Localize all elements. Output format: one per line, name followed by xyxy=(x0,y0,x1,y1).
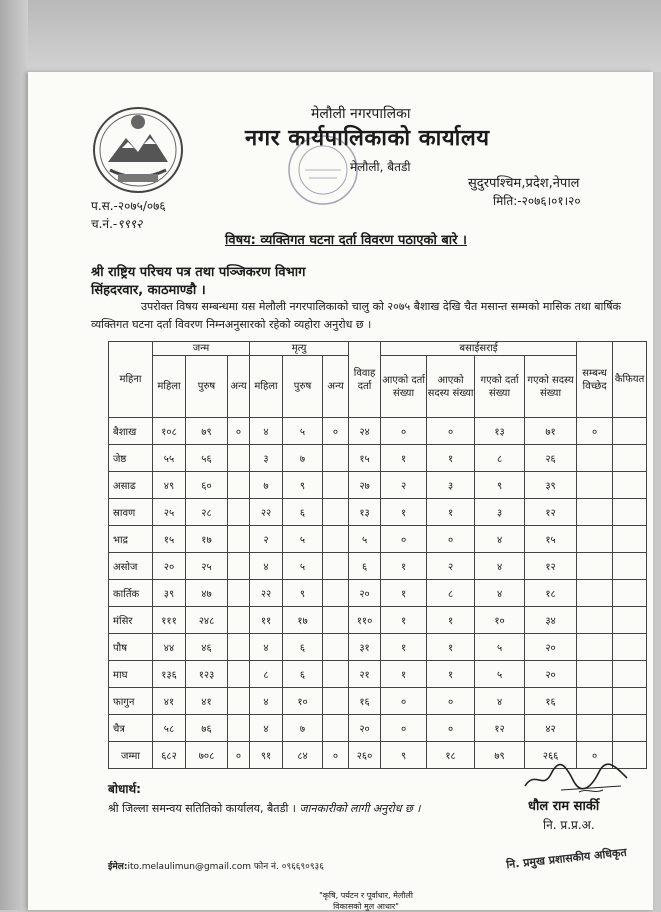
header-birth-female: महिला xyxy=(153,356,186,418)
cell-birth-other xyxy=(228,499,250,526)
cell-death-male: ६ xyxy=(283,634,323,661)
cell-in-members: १ xyxy=(427,634,475,661)
cell-birth-male: २५ xyxy=(186,553,228,580)
cell-in-registrations: १ xyxy=(381,445,427,472)
cell-birth-other xyxy=(228,445,250,472)
table-row xyxy=(109,634,647,661)
cell-death-male: ९ xyxy=(283,580,323,607)
cell-birth-other xyxy=(228,715,250,742)
cell-in-registrations: ० xyxy=(381,715,427,742)
signer-name: धौल राम सार्की xyxy=(528,799,600,814)
cell-in-registrations: १ xyxy=(381,634,427,661)
cell-month: असोज xyxy=(109,553,153,580)
cell-death-other xyxy=(323,688,349,715)
table-row xyxy=(109,661,647,688)
cell-birth-female: ५५ xyxy=(153,445,186,472)
cell-out-members: २६ xyxy=(525,445,577,472)
total-in-members: १८ xyxy=(427,742,475,769)
cell-birth-other xyxy=(228,553,250,580)
cell-death-other xyxy=(323,526,349,553)
cell-remarks xyxy=(613,445,647,472)
cell-month: बैशाख xyxy=(109,418,153,445)
cell-death-other xyxy=(323,499,349,526)
cell-divorce: ० xyxy=(577,418,613,445)
reference-number: प.स.-२०७५/०७६ xyxy=(91,199,166,213)
header-death-male: पुरुष xyxy=(283,356,323,418)
cell-remarks xyxy=(613,688,647,715)
cell-death-other xyxy=(323,715,349,742)
cell-birth-male: ६० xyxy=(186,472,228,499)
cell-death-female: ४ xyxy=(250,553,283,580)
table-row xyxy=(109,472,647,499)
cell-in-members: १ xyxy=(427,661,475,688)
cell-death-other xyxy=(323,472,349,499)
cell-remarks xyxy=(613,553,647,580)
cell-out-members: १२ xyxy=(525,553,577,580)
cell-death-other xyxy=(323,634,349,661)
cell-birth-female: १५ xyxy=(153,526,186,553)
cell-birth-male: ४१ xyxy=(186,688,228,715)
cell-in-members: १ xyxy=(427,499,475,526)
cell-out-members: १५ xyxy=(525,526,577,553)
cell-out-registrations: ५ xyxy=(475,634,525,661)
table-row xyxy=(109,580,647,607)
cell-birth-other xyxy=(228,607,250,634)
cell-death-female: ८ xyxy=(250,661,283,688)
cell-birth-female: ४१ xyxy=(153,688,186,715)
cell-month: कार्तिक xyxy=(109,580,153,607)
cell-divorce xyxy=(577,553,613,580)
cell-out-registrations: ३ xyxy=(475,499,525,526)
header-marriage: विवाह दर्ता xyxy=(349,342,381,418)
cell-in-members: २ xyxy=(427,553,475,580)
cell-birth-other xyxy=(228,580,250,607)
cell-death-male: ७ xyxy=(283,445,323,472)
footer-contact xyxy=(108,859,324,872)
total-birth-other: ० xyxy=(228,742,250,769)
table-row xyxy=(109,553,647,580)
cell-birth-male: ४६ xyxy=(186,634,228,661)
letter-sheet xyxy=(28,72,653,910)
cell-in-registrations: १ xyxy=(381,607,427,634)
cell-birth-male: २८ xyxy=(186,499,228,526)
cell-in-registrations: ० xyxy=(381,526,427,553)
cell-marriage: १३ xyxy=(349,499,381,526)
cell-out-registrations: ४ xyxy=(475,688,525,715)
cell-out-members: १२ xyxy=(525,499,577,526)
cell-birth-other xyxy=(228,634,250,661)
cell-divorce xyxy=(577,607,613,634)
letter-date: मिति:-२०७६।०१।२० xyxy=(493,194,581,208)
cell-death-male: १० xyxy=(283,688,323,715)
cell-remarks xyxy=(613,526,647,553)
cell-month: फागुन xyxy=(109,688,153,715)
cell-birth-female: ५८ xyxy=(153,715,186,742)
cc-note: जानकारीको लागी अनुरोध छ । xyxy=(299,802,421,815)
municipality-name: मेलौली नगरपालिका xyxy=(311,106,411,122)
cell-in-members: ० xyxy=(427,715,475,742)
cc-text xyxy=(108,799,488,819)
cell-out-members: २० xyxy=(525,634,577,661)
cell-birth-other xyxy=(228,526,250,553)
cell-in-members: ३ xyxy=(427,472,475,499)
cell-birth-male: १७ xyxy=(186,526,228,553)
addressee-line-2: सिंहदरवार, काठमाण्डौ । xyxy=(91,283,206,298)
cell-in-members: ० xyxy=(427,418,475,445)
table-row xyxy=(109,607,647,634)
header-out-members: गएको सदस्य संख्या xyxy=(525,356,577,418)
cell-marriage: २७ xyxy=(349,472,381,499)
cell-death-female: ४ xyxy=(250,418,283,445)
cell-death-male: ९ xyxy=(283,472,323,499)
cell-month: असाढ xyxy=(109,472,153,499)
cell-death-female: ११ xyxy=(250,607,283,634)
cell-remarks xyxy=(613,634,647,661)
cell-in-members: ० xyxy=(427,688,475,715)
header-month: महिना xyxy=(109,342,153,418)
cell-divorce xyxy=(577,688,613,715)
cell-birth-male: ७६ xyxy=(186,715,228,742)
cell-divorce xyxy=(577,661,613,688)
scan-background-left xyxy=(0,0,28,910)
phone-number: फोन नं. ०९६६९०९३६ xyxy=(253,862,324,872)
signer-designation-stamp: नि. प्रमुख प्रशासकीय अधिकृत xyxy=(505,845,628,872)
total-birth-male: ७०८ xyxy=(186,742,228,769)
cell-death-other xyxy=(323,445,349,472)
cell-out-members: १६ xyxy=(525,688,577,715)
cell-out-members: १८ xyxy=(525,580,577,607)
table-row xyxy=(109,499,647,526)
total-death-male: ८४ xyxy=(283,742,323,769)
province-name: सुदुरपश्चिम,प्रदेश,नेपाल xyxy=(468,176,580,191)
cell-in-members: ८ xyxy=(427,580,475,607)
cell-birth-male: १२३ xyxy=(186,661,228,688)
cell-out-members: २० xyxy=(525,661,577,688)
cell-death-male: १७ xyxy=(283,607,323,634)
cell-in-registrations: १ xyxy=(381,499,427,526)
cell-death-female: २२ xyxy=(250,580,283,607)
cc-recipient: श्री जिल्ला समन्वय सतितिको कार्यालय, बैतडी । xyxy=(108,802,296,815)
cell-divorce xyxy=(577,634,613,661)
cell-death-female: ४ xyxy=(250,688,283,715)
handwritten-signature xyxy=(521,760,631,796)
table-row xyxy=(109,445,647,472)
total-out-registrations: ७९ xyxy=(475,742,525,769)
cell-month: चैत्र xyxy=(109,715,153,742)
office-title: नगर कार्यपालिकाको कार्यालय xyxy=(245,126,490,151)
cell-marriage: २१ xyxy=(349,661,381,688)
cell-remarks xyxy=(613,661,647,688)
cell-death-other: ० xyxy=(323,418,349,445)
cell-in-members: १ xyxy=(427,607,475,634)
cell-birth-female: २० xyxy=(153,553,186,580)
cell-in-registrations: १ xyxy=(381,661,427,688)
cell-out-members: ४२ xyxy=(525,715,577,742)
cell-death-female: २२ xyxy=(250,499,283,526)
table-body xyxy=(109,418,647,742)
cell-month: स्रावण xyxy=(109,499,153,526)
cell-out-registrations: ८ xyxy=(475,445,525,472)
table-row xyxy=(109,715,647,742)
cell-remarks xyxy=(613,607,647,634)
cell-death-female: ३ xyxy=(250,445,283,472)
cell-birth-female: २५ xyxy=(153,499,186,526)
cell-death-female: ४ xyxy=(250,634,283,661)
cell-month: भाद्र xyxy=(109,526,153,553)
cell-in-registrations: ० xyxy=(381,688,427,715)
header-death-female: महिला xyxy=(250,356,283,418)
dispatch-number xyxy=(91,215,142,232)
cell-divorce xyxy=(577,580,613,607)
cell-birth-other xyxy=(228,661,250,688)
cell-out-registrations: १२ xyxy=(475,715,525,742)
letter-body: उपरोक्त विषय सम्बन्धमा यस मेलौली नगरपालिकाको चालु को २०७५ बैशाख देखि चैत मसान्त सम्मको मासिक तथा बार्षिक व्यक्तिगत घटना दर्ता विवरण निम्नअनुसारको रहेको व्यहोरा अनुरोध छ । xyxy=(91,300,622,331)
header-divorce: सम्बन्ध विच्छेद xyxy=(577,342,613,418)
vital-events-table xyxy=(108,341,647,769)
cell-marriage: १५ xyxy=(349,445,381,472)
cell-death-other xyxy=(323,661,349,688)
cell-marriage: २० xyxy=(349,715,381,742)
total-death-female: ९१ xyxy=(250,742,283,769)
header-in-members: आएको सदस्य संख्या xyxy=(427,356,475,418)
cell-remarks xyxy=(613,472,647,499)
cell-in-registrations: १ xyxy=(381,553,427,580)
cell-marriage: ५ xyxy=(349,526,381,553)
cell-out-registrations: ९ xyxy=(475,472,525,499)
cell-in-members: ० xyxy=(427,526,475,553)
dispatch-label: च.नं.- xyxy=(91,217,118,231)
cell-death-female: ४ xyxy=(250,715,283,742)
letter-subject: विषय: व्यक्तिगत घटना दर्ता विवरण पठाएको बारे । xyxy=(225,233,467,248)
total-birth-female: ६८२ xyxy=(153,742,186,769)
cell-marriage: २० xyxy=(349,580,381,607)
cell-birth-female: ४९ xyxy=(153,472,186,499)
cell-remarks xyxy=(613,715,647,742)
cell-birth-female: १०८ xyxy=(153,418,186,445)
cell-marriage: ६ xyxy=(349,553,381,580)
cell-death-male: ७ xyxy=(283,715,323,742)
total-label: जम्मा xyxy=(109,742,153,769)
cell-remarks xyxy=(613,580,647,607)
cc-label: बोधार्थ: xyxy=(108,782,141,796)
table-row xyxy=(109,688,647,715)
cell-month: माघ xyxy=(109,661,153,688)
cell-birth-male: ४७ xyxy=(186,580,228,607)
cell-divorce xyxy=(577,526,613,553)
total-in-registrations: ९ xyxy=(381,742,427,769)
office-location: मेलौली, बैतडी xyxy=(350,160,411,174)
footer-motto: "कृषि, पर्यटन र पूर्वाधार, मेलौली विकासको मुल आधार" xyxy=(319,891,413,911)
header-remarks: कैफियत xyxy=(613,342,647,418)
cell-birth-male: २४८ xyxy=(186,607,228,634)
scan-background-top xyxy=(0,0,661,72)
cell-out-members: ३९ xyxy=(525,472,577,499)
cell-out-members: ७१ xyxy=(525,418,577,445)
cell-in-members: १ xyxy=(427,445,475,472)
total-divorce: ० xyxy=(577,742,613,769)
cell-birth-female: १३६ xyxy=(153,661,186,688)
cell-out-registrations: ४ xyxy=(475,580,525,607)
cell-birth-female: ४४ xyxy=(153,634,186,661)
cell-in-registrations: १ xyxy=(381,580,427,607)
cell-birth-female: ३९ xyxy=(153,580,186,607)
signer-title: नि. प्र.प्र.अ. xyxy=(543,818,595,832)
cell-out-members: ३४ xyxy=(525,607,577,634)
cell-birth-female: १११ xyxy=(153,607,186,634)
cell-marriage: ११० xyxy=(349,607,381,634)
table-row xyxy=(109,526,647,553)
email-address: ito.melaulimun@gmail.com xyxy=(127,862,252,872)
cell-death-other xyxy=(323,553,349,580)
cell-birth-male: ५६ xyxy=(186,445,228,472)
cell-birth-other: ० xyxy=(228,418,250,445)
cell-out-registrations: १३ xyxy=(475,418,525,445)
dispatch-value: ९९९२ xyxy=(117,217,143,231)
cell-marriage: २४ xyxy=(349,418,381,445)
cell-death-other xyxy=(323,580,349,607)
cell-death-female: ७ xyxy=(250,472,283,499)
cell-month: पौष xyxy=(109,634,153,661)
cell-birth-other xyxy=(228,688,250,715)
nepal-emblem-logo xyxy=(88,100,188,200)
cell-in-registrations: ० xyxy=(381,418,427,445)
cell-remarks xyxy=(613,418,647,445)
cell-month: मंसिर xyxy=(109,607,153,634)
email-label: ईमेल: xyxy=(108,862,128,872)
cell-out-registrations: ४ xyxy=(475,526,525,553)
cell-marriage: १६ xyxy=(349,688,381,715)
header-birth: जन्म xyxy=(153,342,250,356)
cell-divorce xyxy=(577,715,613,742)
header-death-other: अन्य xyxy=(323,356,349,418)
cell-divorce xyxy=(577,472,613,499)
cell-death-male: ५ xyxy=(283,526,323,553)
header-death: मृत्यु xyxy=(250,342,349,356)
header-birth-other: अन्य xyxy=(228,356,250,418)
cell-death-male: ६ xyxy=(283,499,323,526)
header-migration: बसाईसराई xyxy=(381,342,577,356)
cell-birth-male: ७९ xyxy=(186,418,228,445)
cell-remarks xyxy=(613,499,647,526)
cell-month: जेष्ठ xyxy=(109,445,153,472)
cell-divorce xyxy=(577,445,613,472)
cell-marriage: ३१ xyxy=(349,634,381,661)
addressee-line-1: श्री राष्ट्रिय परिचय पत्र तथा पञ्जिकरण विभाग xyxy=(91,265,306,280)
cell-death-female: २ xyxy=(250,526,283,553)
total-out-members: २६६ xyxy=(525,742,577,769)
cell-in-registrations: २ xyxy=(381,472,427,499)
cell-death-male: ५ xyxy=(283,418,323,445)
total-death-other: ० xyxy=(323,742,349,769)
header-in-registrations: आएको दर्ता संख्या xyxy=(381,356,427,418)
cell-out-registrations: १० xyxy=(475,607,525,634)
table-row xyxy=(109,418,647,445)
header-out-registrations: गएको दर्ता संख्या xyxy=(475,356,525,418)
cell-out-registrations: ५ xyxy=(475,661,525,688)
cell-out-registrations: ४ xyxy=(475,553,525,580)
cell-death-male: ५ xyxy=(283,553,323,580)
cell-birth-other xyxy=(228,472,250,499)
cell-death-male: ६ xyxy=(283,661,323,688)
cell-divorce xyxy=(577,499,613,526)
total-marriage: २६० xyxy=(349,742,381,769)
cell-death-other xyxy=(323,607,349,634)
header-birth-male: पुरुष xyxy=(186,356,228,418)
